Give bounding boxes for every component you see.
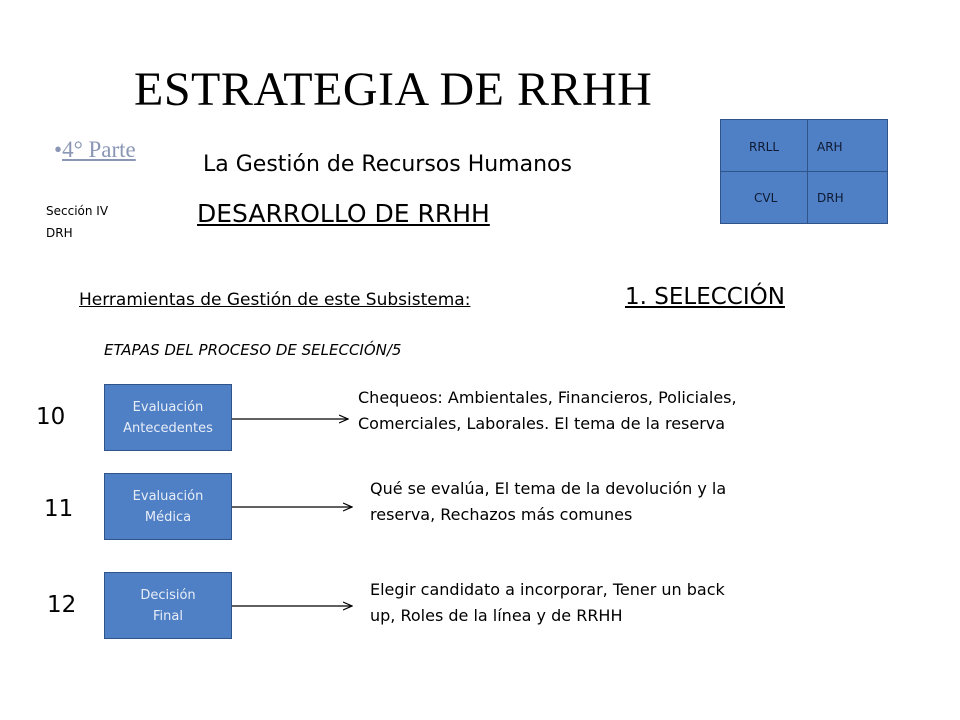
grid-cell-drh: DRH bbox=[817, 191, 844, 205]
stage-number: 10 bbox=[36, 404, 66, 430]
grid-cell-arh: ARH bbox=[817, 140, 843, 154]
stage-description-line: Chequeos: Ambientales, Financieros, Policiales, bbox=[358, 388, 737, 407]
stage-box-label: Evaluación Médica bbox=[132, 488, 204, 525]
section-line-2: DRH bbox=[46, 226, 73, 240]
stage-description-line: up, Roles de la línea y de RRHH bbox=[370, 606, 623, 625]
grid-cell-rrll: RRLL bbox=[749, 140, 780, 154]
section-heading: DESARROLLO DE RRHH bbox=[197, 199, 490, 228]
tools-label: Herramientas de Gestión de este Subsistema: bbox=[79, 290, 471, 310]
stage-description-line: Comerciales, Laborales. El tema de la reserva bbox=[358, 414, 726, 433]
stage-number: 11 bbox=[44, 496, 74, 522]
stage-box-label: Decisión Final bbox=[140, 587, 196, 624]
stage-number: 12 bbox=[47, 592, 77, 618]
part-link[interactable]: 4° Parte bbox=[62, 137, 136, 162]
slide-title: ESTRATEGIA DE RRHH bbox=[134, 63, 653, 116]
stage-description-line: Elegir candidato a incorporar, Tener un back bbox=[370, 580, 725, 599]
subtitle: La Gestión de Recursos Humanos bbox=[203, 152, 572, 177]
stage-description-line: Qué se evalúa, El tema de la devolución y la bbox=[370, 479, 727, 498]
bullet-marker: • bbox=[54, 137, 63, 162]
grid-cell-cvl: CVL bbox=[754, 191, 778, 205]
stage-box-label: Evaluación Antecedentes bbox=[123, 399, 213, 436]
subsystem-title: 1. SELECCIÓN bbox=[625, 284, 785, 310]
stages-label: ETAPAS DEL PROCESO DE SELECCIÓN/5 bbox=[104, 341, 402, 359]
stage-description-line: reserva, Rechazos más comunes bbox=[370, 505, 633, 524]
section-line-1: Sección IV bbox=[46, 204, 109, 218]
